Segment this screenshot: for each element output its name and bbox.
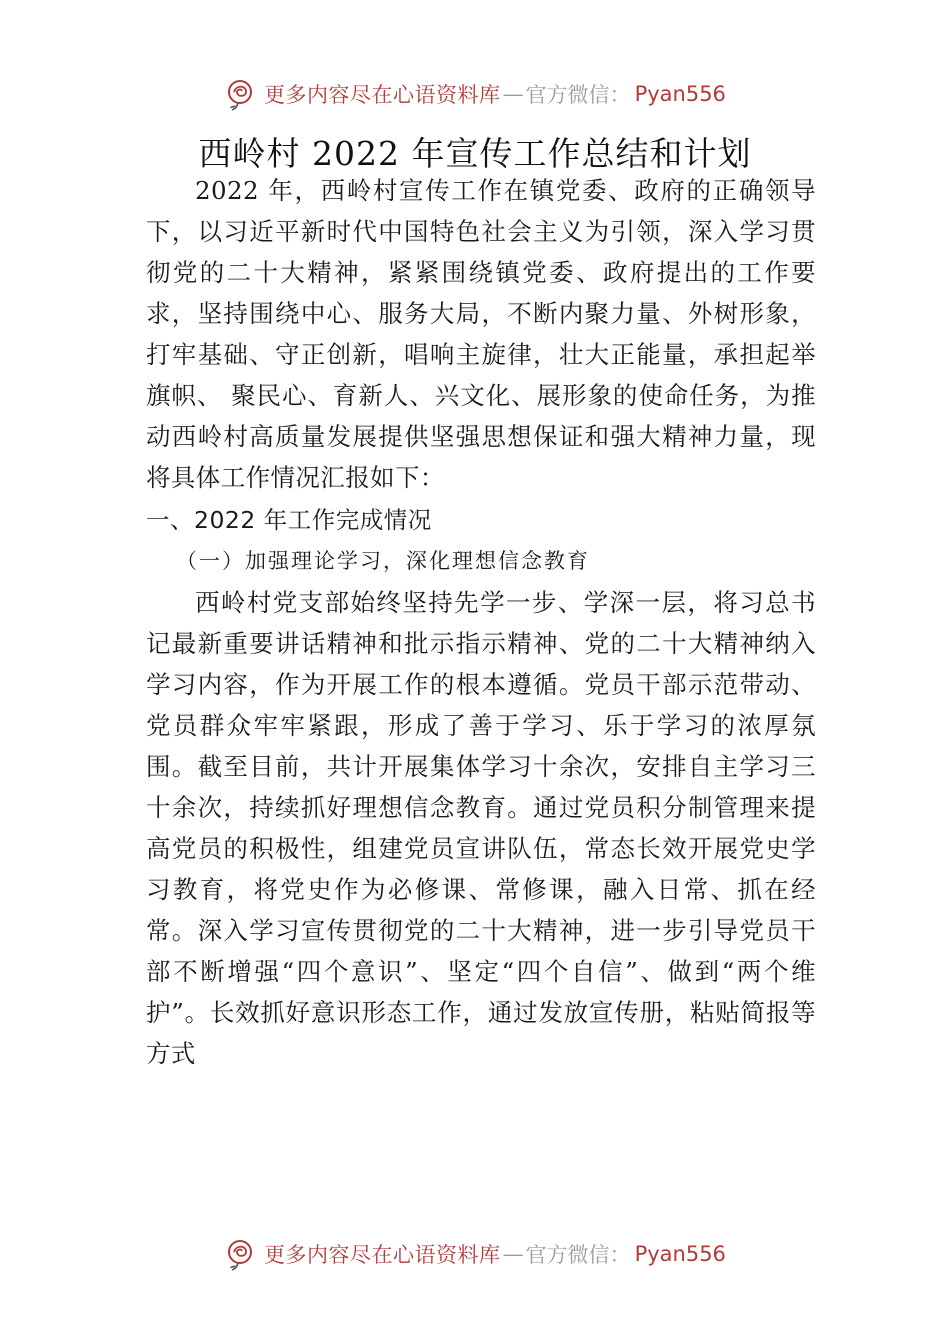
watermark-label: 官方微信：: [525, 83, 631, 107]
document-body: [146, 170, 816, 1074]
watermark-dash: —: [502, 82, 524, 106]
watermark-handle: Pyan556: [634, 82, 726, 106]
subsection-heading: （一）加强理论学习，深化理想信念教育: [176, 549, 590, 573]
document-title: 西岭村 2022 年宣传工作总结和计划: [198, 134, 752, 173]
intro-paragraph: 2022 年，西岭村宣传工作在镇党委、政府的正确领导下，以习近平新时代中国特色社会主义为引领，深入学习贯彻党的二十大精神，紧紧围绕镇党委、政府提出的工作要求，坚持围绕中心、服务大局，不断内聚力量、外树形象，打牢基础、守正创新，唱响主旋律，壮大正能量，承担起举旗帜、 聚民心、育新人、兴文化、展形象的使命任务，为推动西岭村高质量发展提供坚强思想保证和强大精神力量，现将具体工作情况汇报如下：: [146, 176, 816, 492]
section-heading: 一、2022 年工作完成情况: [146, 506, 432, 534]
footer-watermark: [0, 1234, 950, 1274]
watermark-handle: Pyan556: [634, 1242, 726, 1266]
subsection-paragraph: 西岭村党支部始终坚持先学一步、学深一层，将习总书记最新重要讲话精神和批示指示精神、党的二十大精神纳入学习内容，作为开展工作的根本遵循。党员干部示范带动、 党员群众牢牢紧跟，形成了善于学习、乐于学习的浓厚氛围。截至目前，共计开展集体学习十余次，安排自主学习三十余次，持续抓好理想信念教育。通过党员积分制管理来提高党员的积极性，组建党员宣讲队伍，常态长效开展党史学习教育，将党史作为必修课、常修课，融入日常、抓在经常。深入学习宣传贯彻党的二十大精神，进一步引导党员干部不断增强“四个意识”、坚定“四个自信”、做到“两个维护”。长效抓好意识形态工作，通过发放宣传册，粘贴简报等方式: [146, 588, 816, 1068]
rose-logo-icon: [224, 1236, 260, 1272]
rose-logo-icon: [224, 76, 260, 112]
watermark-text: 更多内容尽在心语资料库: [264, 1243, 501, 1267]
watermark-dash: —: [502, 1242, 524, 1266]
watermark-text: 更多内容尽在心语资料库: [264, 83, 501, 107]
header-watermark: [0, 74, 950, 114]
watermark-label: 官方微信：: [525, 1243, 631, 1267]
